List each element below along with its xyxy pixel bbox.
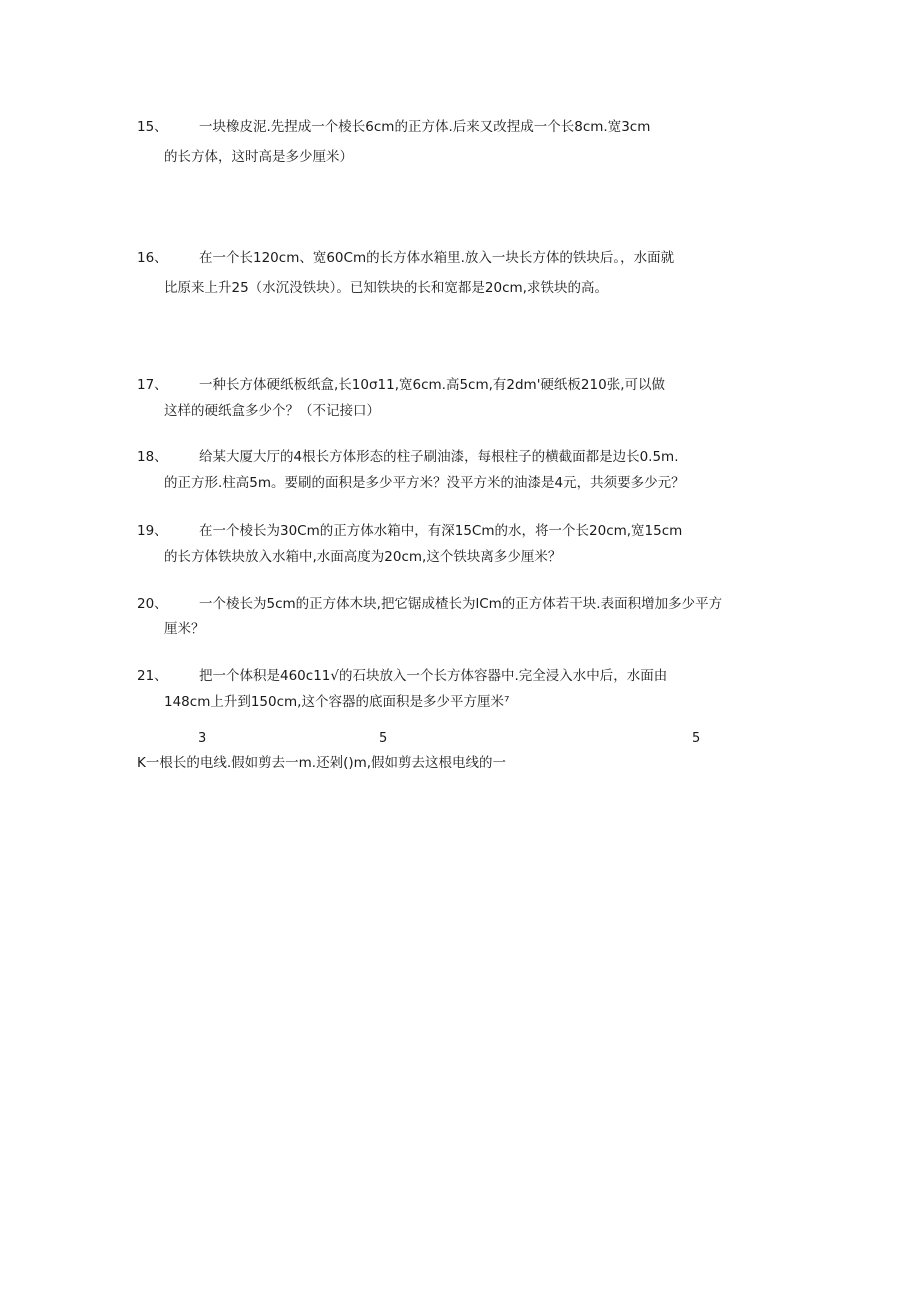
question-19-line-1: 在一个棱长为30Cm的正方体水箱中，有深15Cm的水，将一个长20cm,宽15cm xyxy=(199,523,683,539)
question-16-line-2: 比原来上升25（水沉没铁块）。已知铁块的长和宽都是20cm,求铁块的高。 xyxy=(164,280,608,296)
question-19-number: 19、 xyxy=(137,523,168,539)
question-17-line-2: 这样的硬纸盒多少个？（不记接口） xyxy=(164,403,380,419)
question-18-number: 18、 xyxy=(137,449,168,465)
fraction-numerator-2: 5 xyxy=(379,731,388,746)
fraction-numerator-3: 5 xyxy=(692,731,701,746)
question-18-line-1: 给某大厦大厅的4根长方体形态的柱子刷油漆，每根柱子的横截面都是边长0.5m. xyxy=(199,449,679,465)
question-18-line-2: 的正方形.柱高5m。要刷的面积是多少平方米？没平方米的油漆是4元，共须要多少元？ xyxy=(164,475,685,491)
question-21-line-1: 把一个体积是460c11√的石块放入一个长方体容器中.完全浸入水中后，水面由 xyxy=(199,668,668,684)
question-15-number: 15、 xyxy=(137,119,168,135)
fraction-numerator-1: 3 xyxy=(198,731,207,746)
question-16-number: 16、 xyxy=(137,250,168,266)
k-question-line: K一根长的电线.假如剪去一m.还剁()m,假如剪去这根电线的一 xyxy=(137,755,507,771)
question-19-line-2: 的长方体铁块放入水箱中,水面高度为20cm,这个铁块离多少厘米？ xyxy=(164,549,562,565)
question-21-number: 21、 xyxy=(137,668,168,684)
question-17-line-1: 一种长方体硬纸板纸盒,长10σ11,宽6cm.高5cm,有2dm'硬纸板210张,可以做 xyxy=(199,377,665,393)
question-21-line-2: 148cm上升到150cm,这个容器的底面积是多少平方厘米⁷ xyxy=(164,694,510,710)
question-15-line-1: 一块橡皮泥.先捏成一个棱长6cm的正方体.后来又改捏成一个长8cm.宽3cm xyxy=(199,119,651,135)
question-16-line-1: 在一个长120cm、宽60Cm的长方体水箱里.放入一块长方体的铁块后。，水面就 xyxy=(199,250,675,266)
question-15-line-2: 的长方体，这时高是多少厘米） xyxy=(164,149,353,165)
question-17-number: 17、 xyxy=(137,377,168,393)
question-20-line-1: 一个棱长为5cm的正方体木块,把它锯成楂长为lCm的正方体若干块.表面积增加多少平方 xyxy=(199,596,723,612)
question-20-number: 20、 xyxy=(137,596,168,612)
question-20-line-2: 厘米？ xyxy=(164,621,205,637)
